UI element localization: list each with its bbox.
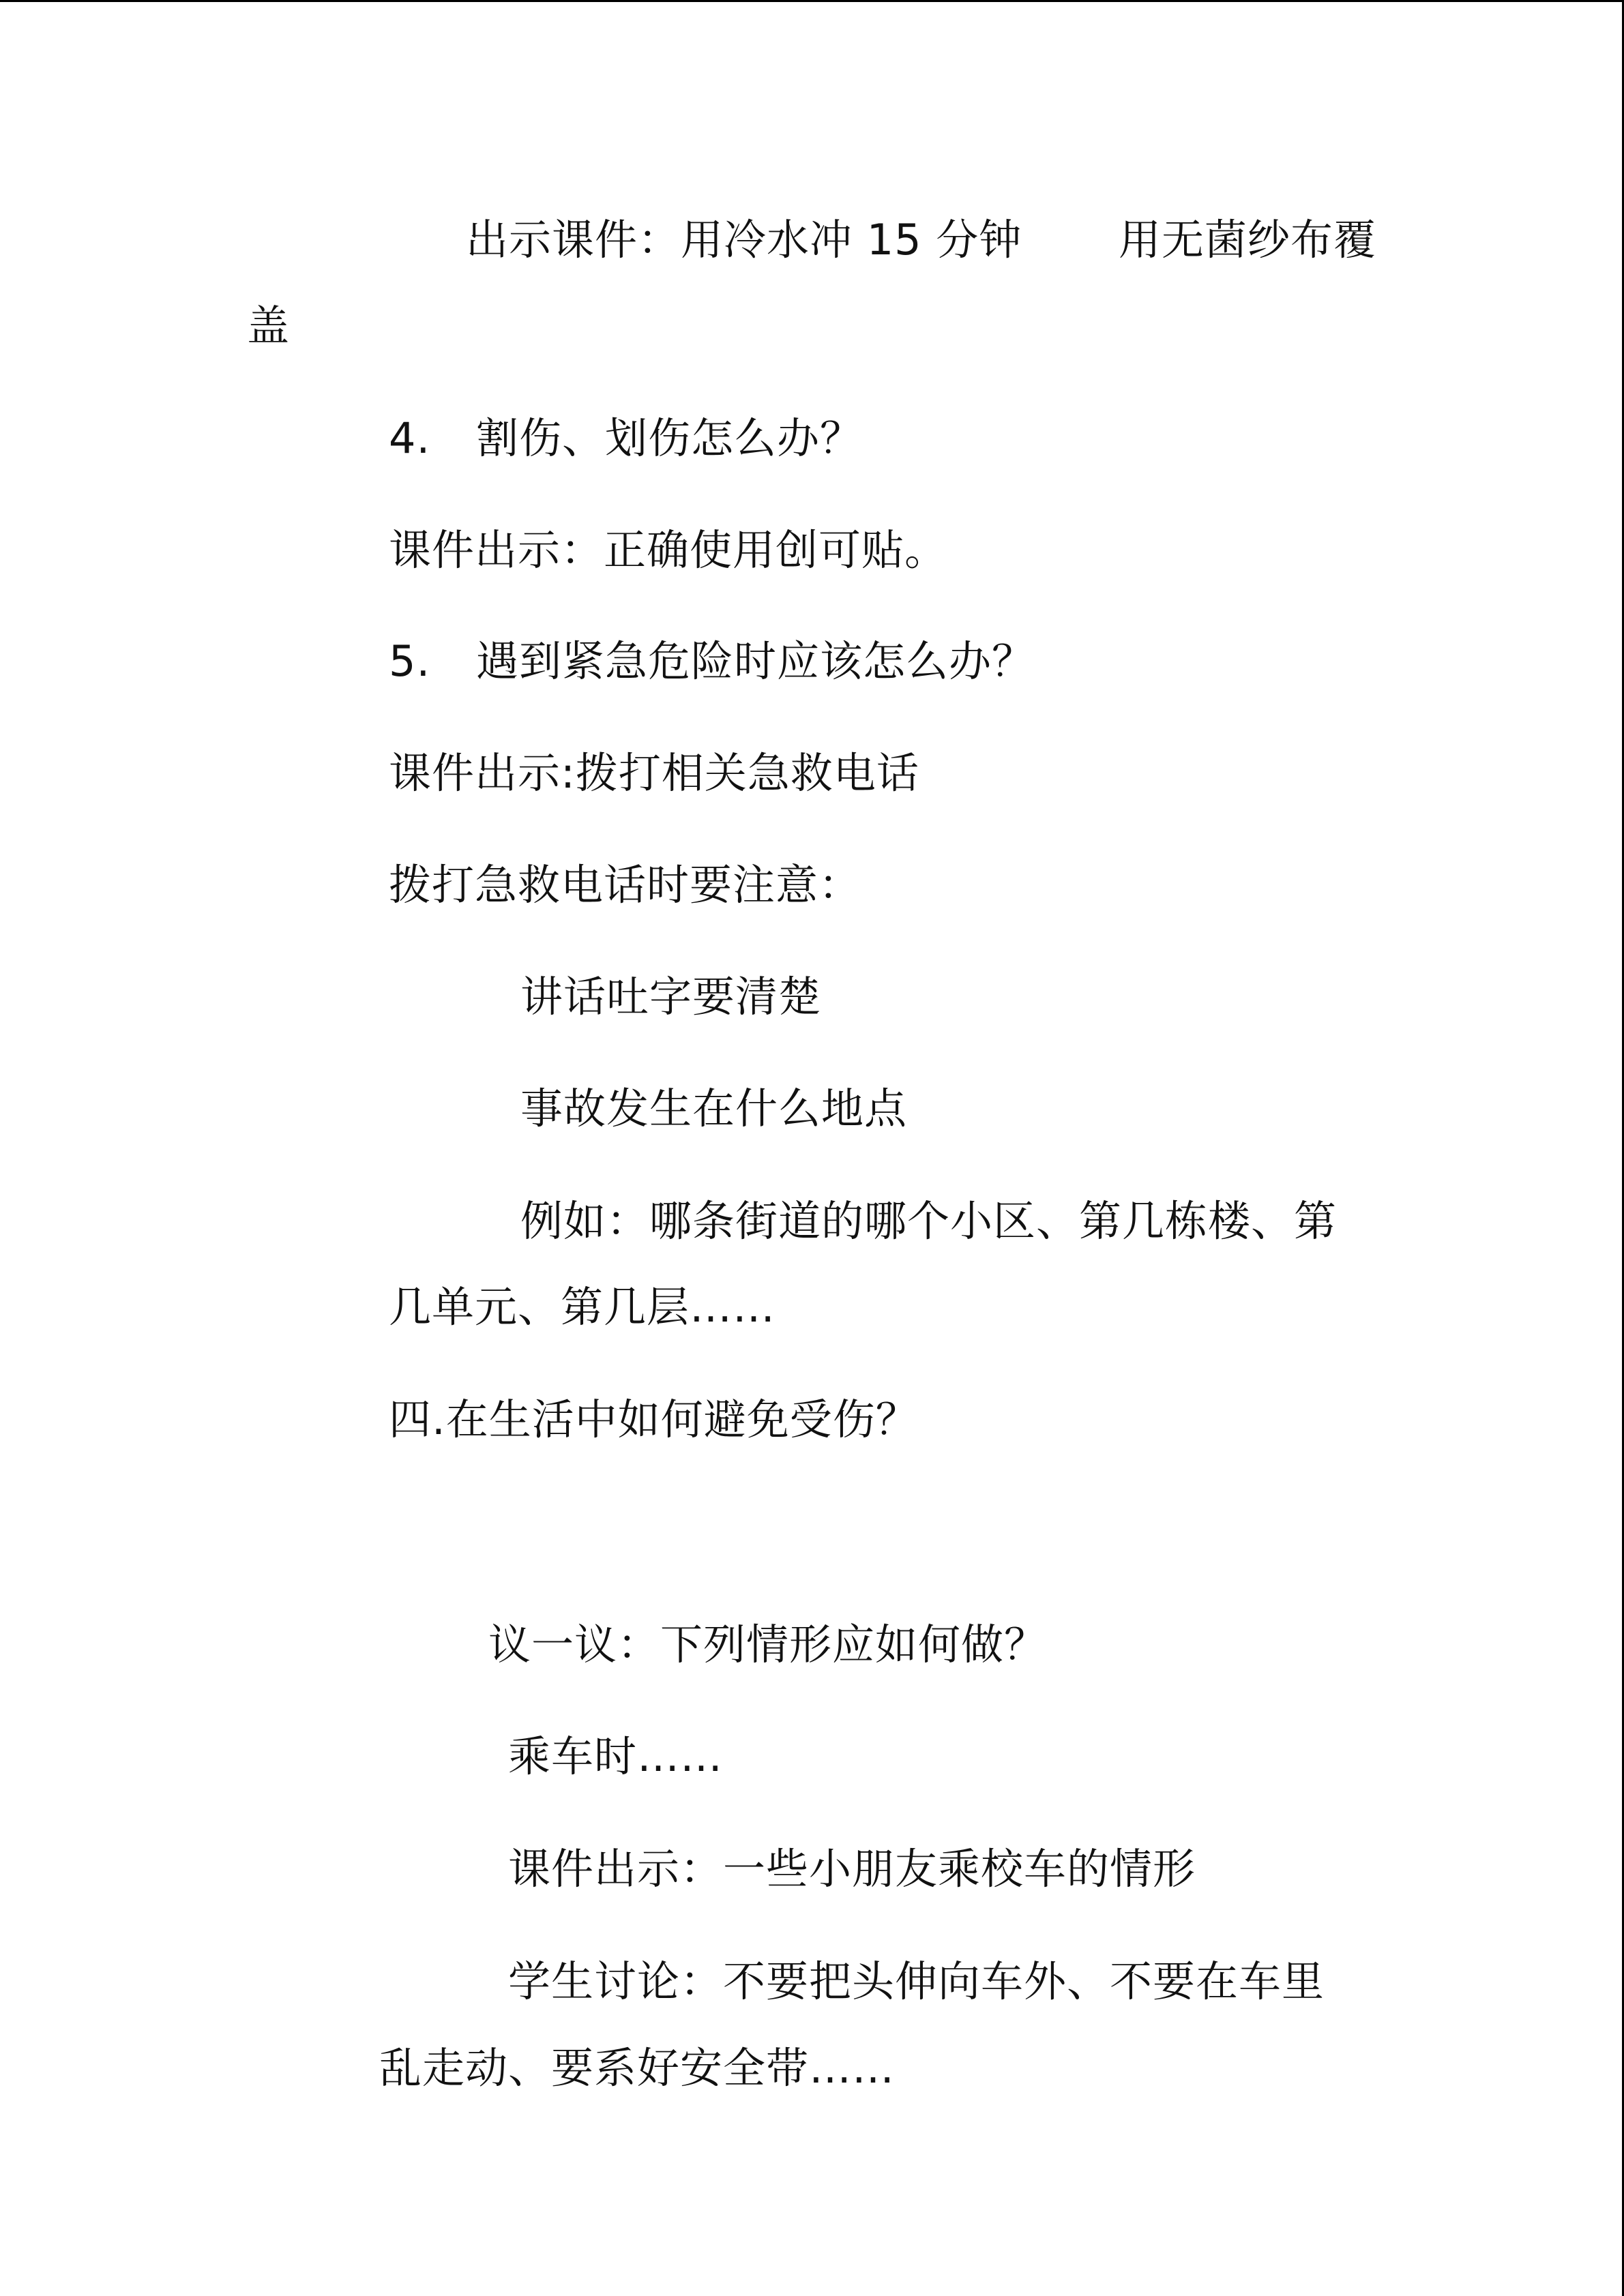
text-line: 议一议：下列情形应如何做？ — [488, 1620, 1048, 1669]
text-line: 事故发生在什么地点 — [520, 1084, 908, 1133]
text-line: 盖 — [247, 301, 291, 351]
item-text: 遇到紧急危险时应该怎么办？ — [476, 636, 1035, 686]
text-line: 拨打急救电话时要注意： — [389, 860, 862, 910]
text-line: 课件出示：一些小朋友乘校车的情形 — [508, 1844, 1196, 1894]
text-line: 课件出示:拨打相关急救电话 — [389, 748, 919, 798]
text-line: 出示课件：用冷水冲 15 分钟 — [466, 215, 1022, 265]
item-number: 5. — [389, 636, 431, 686]
text-line: 几单元、第几层…… — [389, 1282, 776, 1332]
item-text: 割伤、划伤怎么办？ — [476, 413, 863, 463]
page-top-border — [0, 0, 1624, 2]
item-number: 4. — [389, 413, 431, 463]
numbered-item — [389, 634, 1035, 689]
text-line: 乱走动、要系好安全带…… — [379, 2043, 896, 2093]
text-line: 讲话吐字要清楚 — [520, 972, 822, 1022]
text-line: 乘车时…… — [508, 1731, 724, 1781]
text-line: 学生讨论：不要把头伸向车外、不要在车里 — [508, 1956, 1325, 2006]
text-line: 例如：哪条街道的哪个小区、第几栋楼、第 — [520, 1196, 1338, 1246]
numbered-item — [389, 411, 863, 466]
text-line: 用无菌纱布覆 — [1119, 215, 1377, 265]
text-line: 课件出示：正确使用创可贴。 — [389, 525, 948, 575]
section-heading: 四.在生活中如何避免受伤？ — [389, 1395, 919, 1444]
